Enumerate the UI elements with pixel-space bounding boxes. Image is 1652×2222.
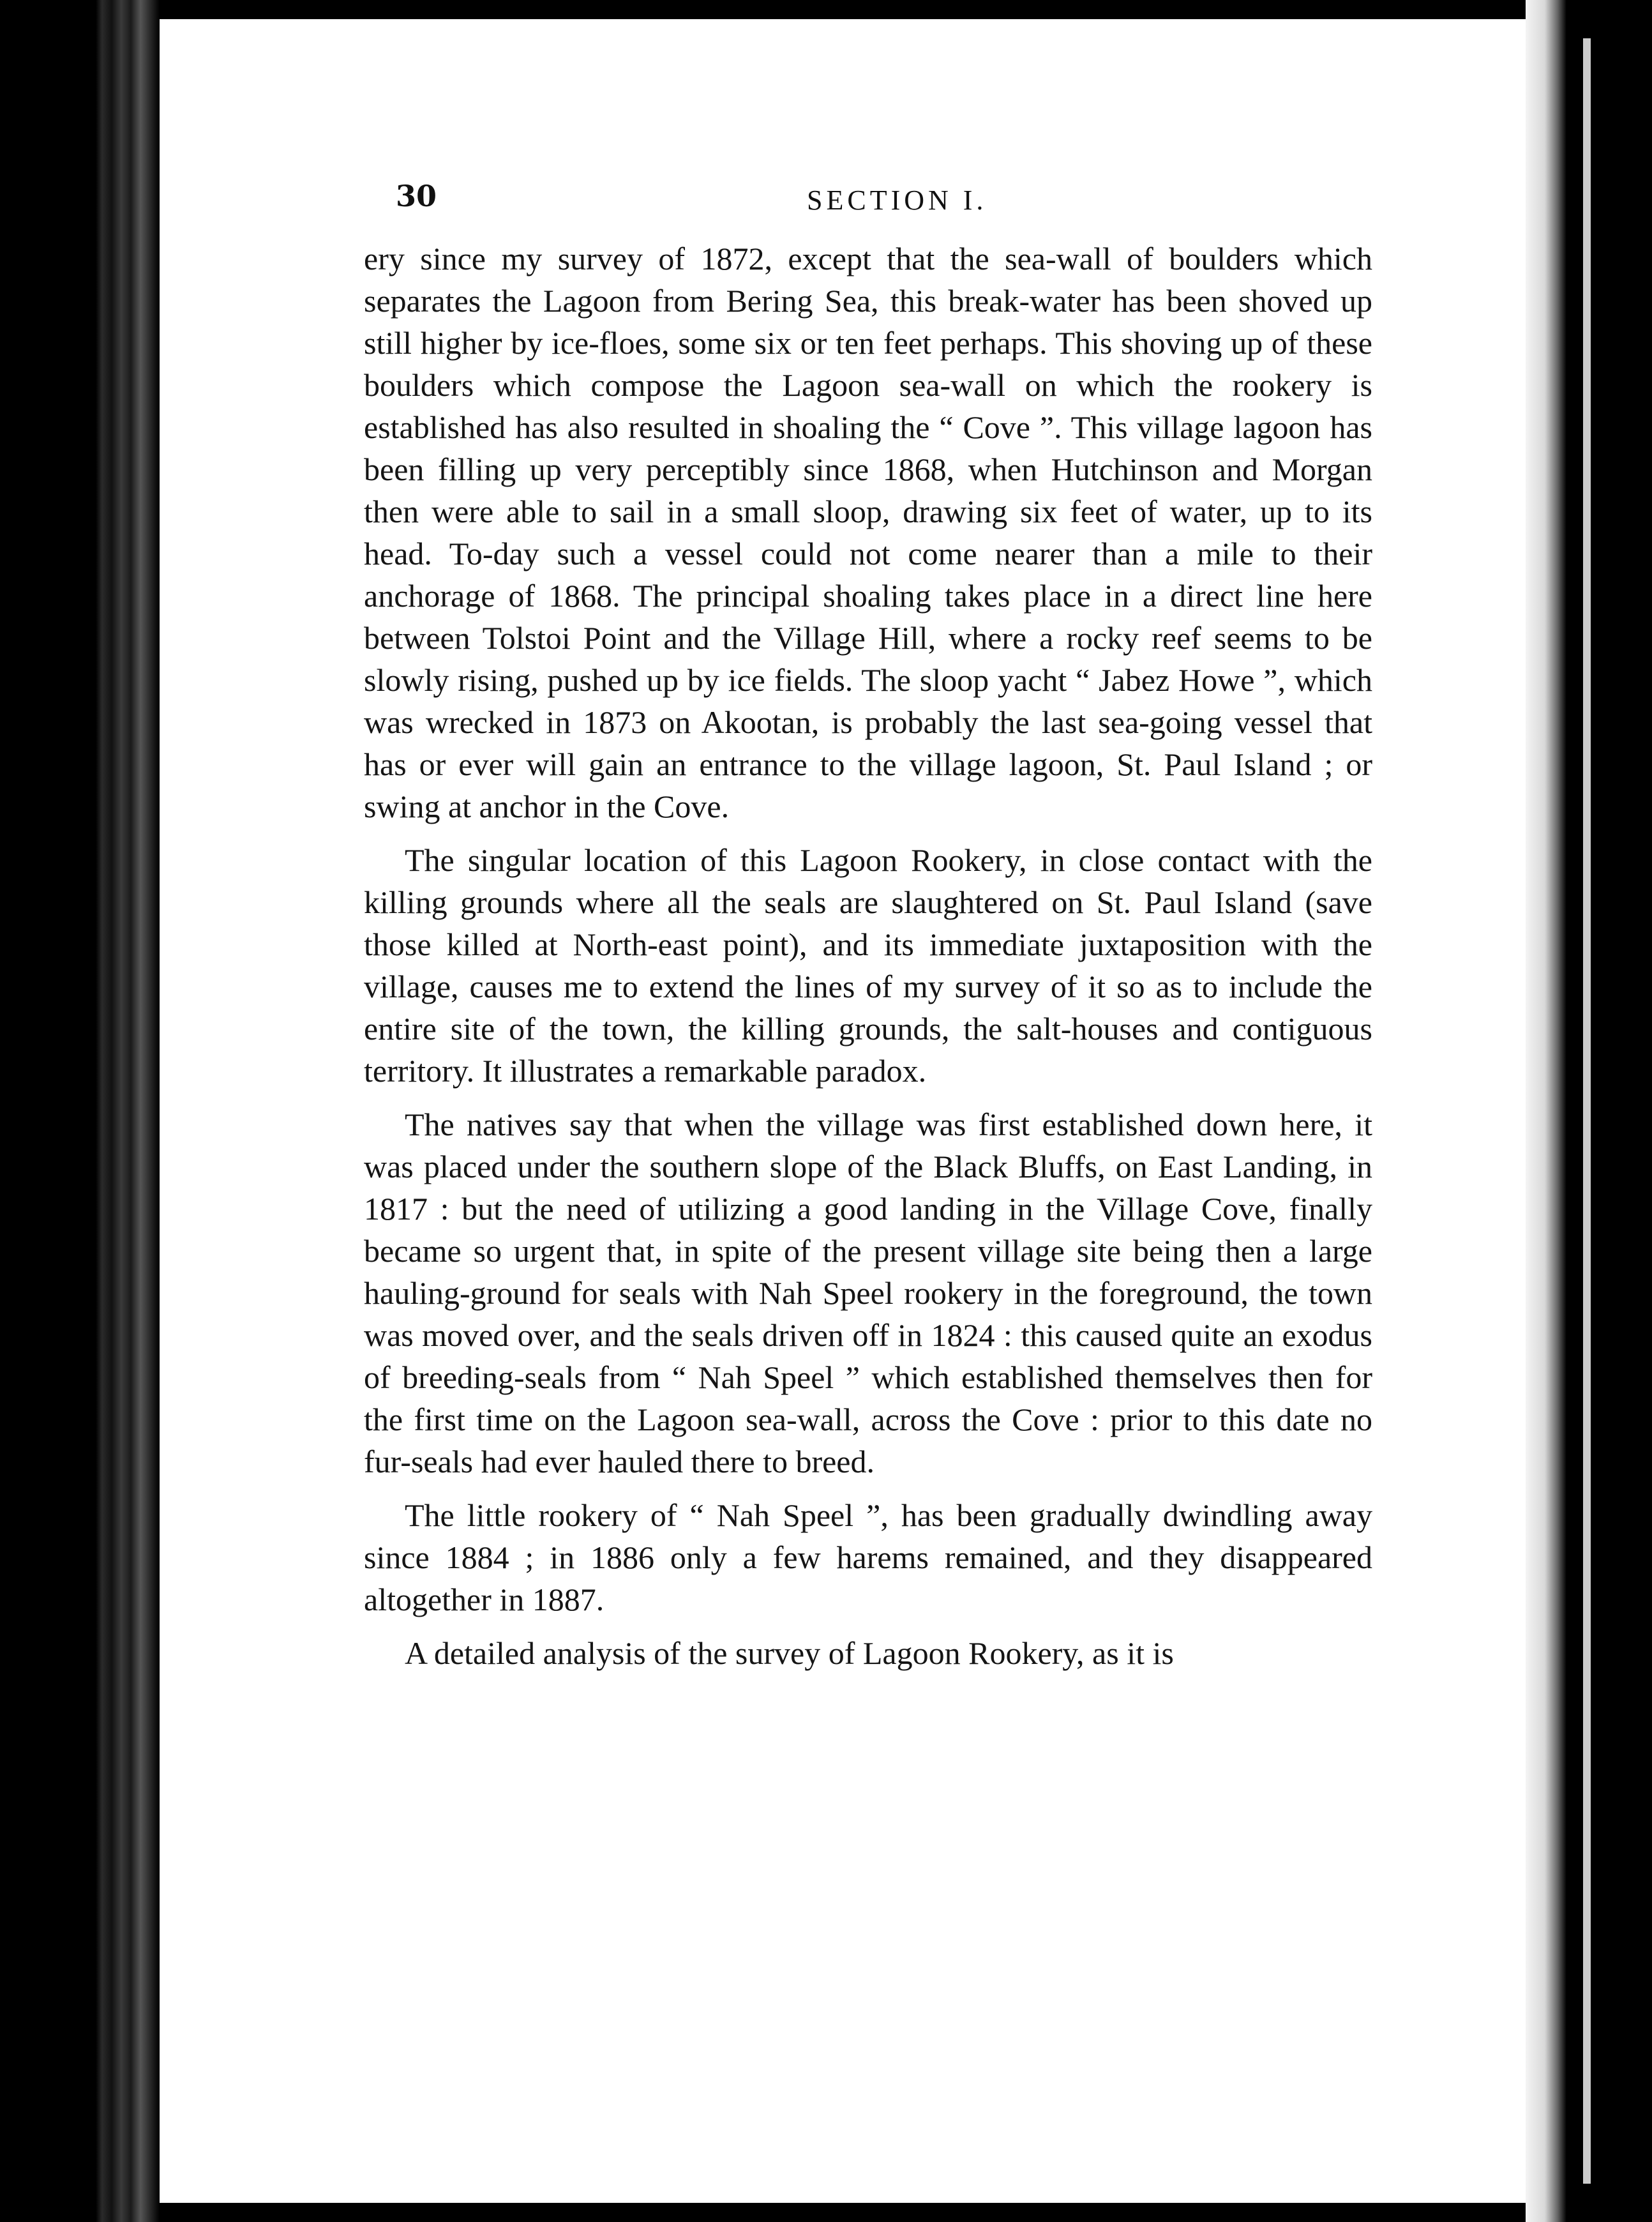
paragraph-4: The little rookery of “ Nah Speel ”, has been gradually dwindling away since 1884 ; in 1886 only a few harems remained, and they disappeared altogether in 1887.	[364, 1497, 1372, 1617]
scan-right-line	[1583, 38, 1591, 2184]
book-page-edges	[0, 0, 160, 2222]
page-header	[396, 179, 1379, 230]
paragraph-3: The natives say that when the village was first established down here, it was placed under the southern slope of the Black Bluffs, on East Landing, in 1817 : but the need of utilizing a good landing in the Village Cove, finally became so urgent that, in spite of the present village site being then a large hauling-ground for seals with Nah Speel rookery in the foreground, the town was moved over, and the seals driven off in 1824 : this caused quite an exodus of breeding-seals from “ Nah Speel ” which established themselves then for the first time on the Lagoon sea-wall, across the Cove : prior to this date no fur-seals had ever hauled there to breed.	[364, 1107, 1372, 1479]
paragraph-2: The singular location of this Lagoon Rookery, in close contact with the killing grounds where all the seals are slaughtered on St. Paul Island (save those killed at North-east point), and its immediate juxtaposition with the village, causes me to extend the lines of my survey of it so as to include the entire site of the town, the killing grounds, the salt-houses and contiguous territory. It illustrates a remarkable paradox.	[364, 842, 1372, 1089]
running-head: SECTION I.	[807, 185, 987, 216]
body-text	[364, 238, 1372, 1686]
page-number: 30	[396, 179, 437, 213]
paragraph-1: ery since my survey of 1872, except that the sea-wall of boulders which separates the Lagoon from Bering Sea, this break-water has been shoved up still higher by ice-floes, some six or ten feet perhaps. This shoving up of these boulders which compose the Lagoon sea-wall on which the rookery is established has also resulted in shoaling the “ Cove ”. This village lagoon has been filling up very perceptibly since 1868, when Hutchinson and Morgan then were able to sail in a small sloop, drawing six feet of water, up to its head. To-day such a vessel could not come nearer than a mile to their anchorage of 1868. The principal shoaling takes place in a direct line here between Tolstoi Point and the Village Hill, where a rocky reef seems to be slowly rising, pushed up by ice fields. The sloop yacht “ Jabez Howe ”, which was wrecked in 1873 on Akootan, is probably the last sea-going vessel that has or ever will gain an entrance to the village lagoon, St. Paul Island ; or swing at anchor in the Cove.	[364, 241, 1372, 824]
paragraph-5: A detailed analysis of the survey of Lagoon Rookery, as it is	[405, 1635, 1174, 1671]
